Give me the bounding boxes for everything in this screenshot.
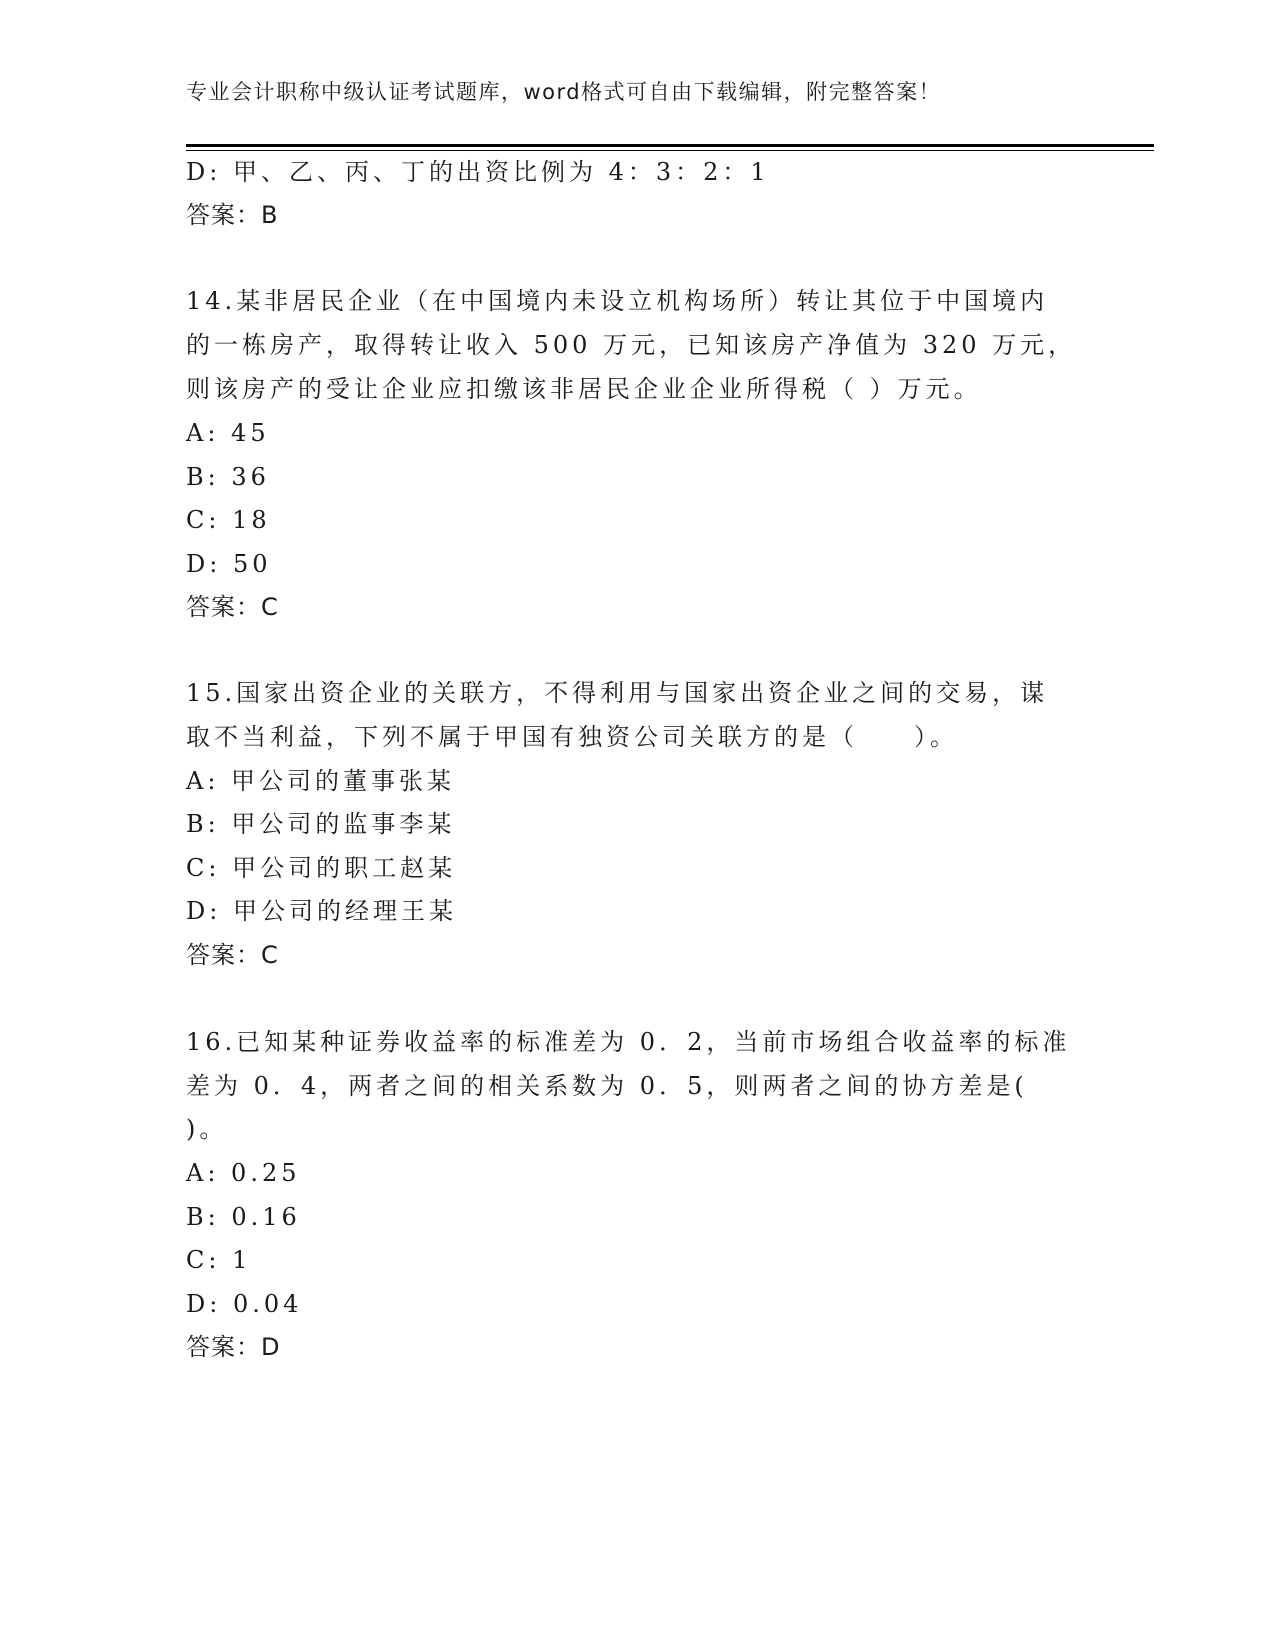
q15-answer: 答案：C (186, 941, 279, 969)
q14-option-b: B: 36 (186, 463, 270, 491)
q16-stem-line-1: 16.已知某种证券收益率的标准差为 0．2，当前市场组合收益率的标准 (186, 1028, 1071, 1056)
q16-option-c: C: 1 (186, 1246, 252, 1274)
q14-stem-line-3: 则该房产的受让企业应扣缴该非居民企业企业所得税（ ）万元。 (186, 375, 982, 403)
prev-answer: 答案：B (186, 201, 279, 229)
prev-option-d: D: 甲、乙、丙、丁的出资比例为 4：3：2：1 (186, 158, 770, 186)
header-divider (186, 144, 1154, 147)
q16-stem-line-2: 差为 0．4，两者之间的相关系数为 0．5，则两者之间的协方差是( (186, 1072, 1028, 1100)
q14-option-a: A: 45 (186, 419, 270, 447)
q14-answer: 答案：C (186, 593, 279, 621)
q15-option-b: B: 甲公司的监事李某 (186, 810, 456, 838)
q15-option-a: A: 甲公司的董事张某 (186, 767, 456, 795)
q14-option-c: C: 18 (186, 506, 271, 534)
q16-stem-line-3: )。 (186, 1115, 228, 1143)
q16-option-a: A: 0.25 (186, 1159, 301, 1187)
q15-stem-line-2: 取不当利益，下列不属于甲国有独资公司关联方的是（ ）。 (186, 723, 958, 751)
q14-option-d: D: 50 (186, 550, 272, 578)
q15-stem-line-1: 15.国家出资企业的关联方，不得利用与国家出资企业之间的交易，谋 (186, 679, 1049, 707)
q16-option-b: B: 0.16 (186, 1203, 301, 1231)
q14-stem-line-2: 的一栋房产，取得转让收入 500 万元，已知该房产净值为 320 万元， (186, 331, 1077, 359)
q15-option-d: D: 甲公司的经理王某 (186, 897, 457, 925)
q16-answer: 答案：D (186, 1333, 281, 1361)
page-header: 专业会计职称中级认证考试题库，word格式可自由下载编辑，附完整答案！ (186, 80, 942, 104)
q14-stem-line-1: 14.某非居民企业（在中国境内未设立机构场所）转让其位于中国境内 (186, 287, 1049, 315)
q16-option-d: D: 0.04 (186, 1290, 303, 1318)
q15-option-c: C: 甲公司的职工赵某 (186, 854, 457, 882)
